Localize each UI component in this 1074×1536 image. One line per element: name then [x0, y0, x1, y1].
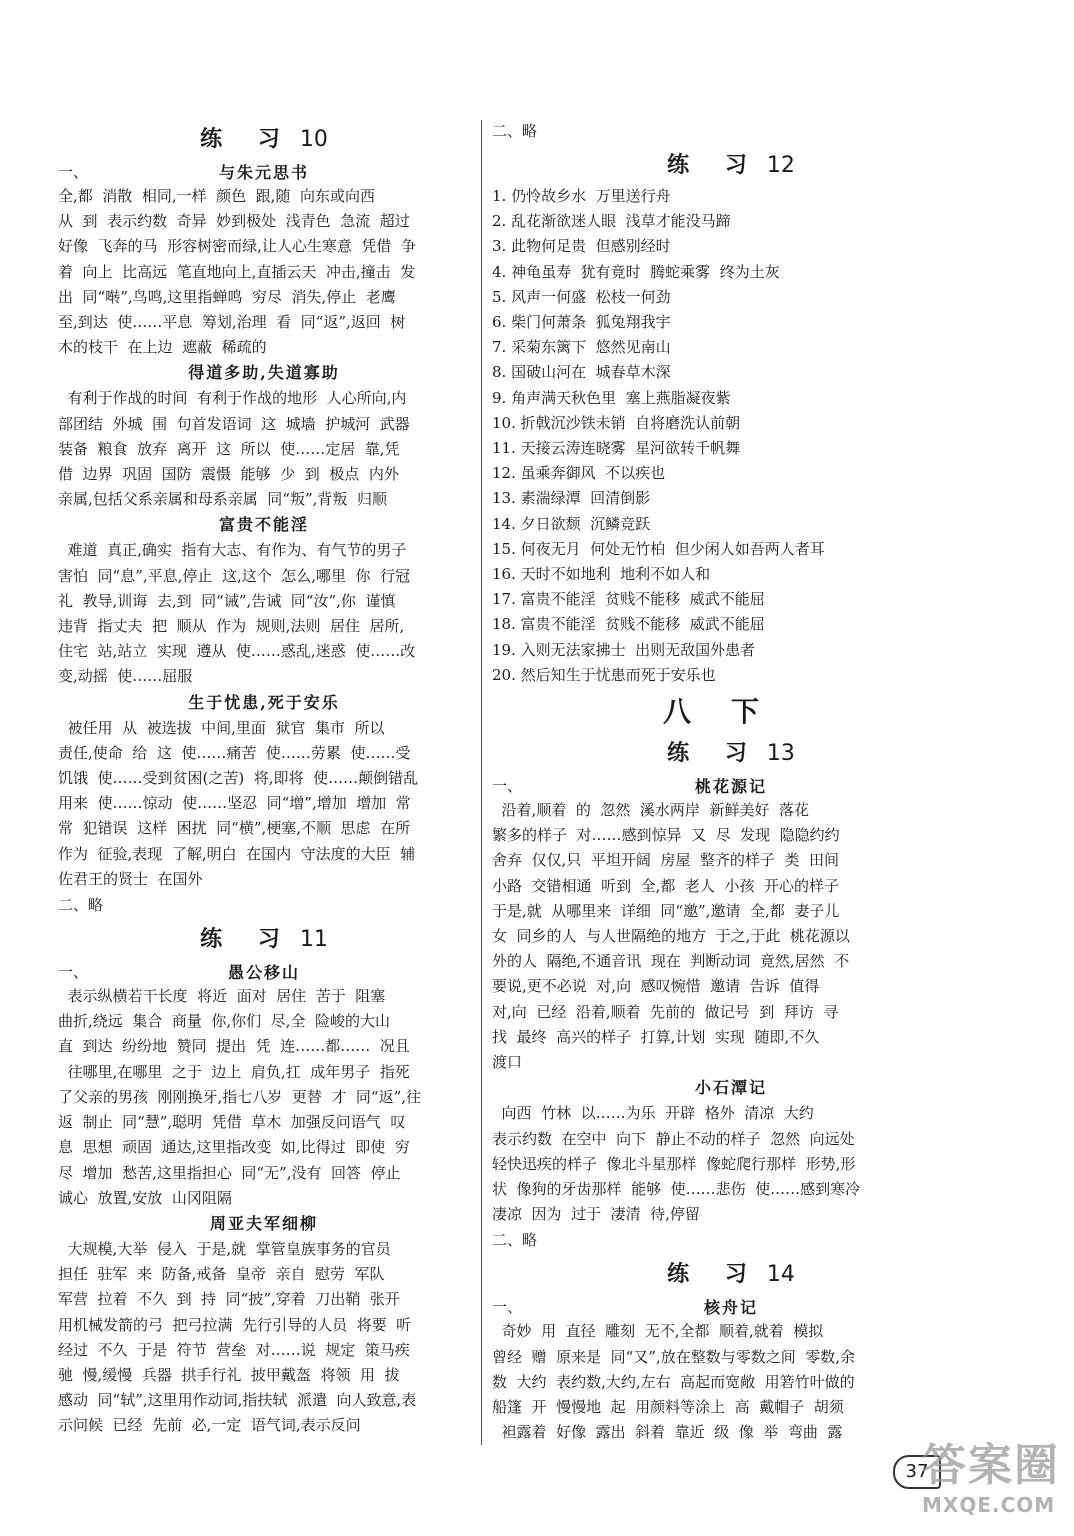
part-label: 一、 — [58, 962, 89, 981]
exercise-12-heading — [492, 148, 970, 184]
answer-line: 至,到达 使……平息 筹划,治理 看 同“返”,返回 树 — [58, 313, 406, 332]
answer-line: 繁多的样子 对……感到惊异 又 尽 发现 隐隐约约 — [492, 826, 840, 845]
list-item: 17. 富贵不能淫 贫贱不能移 威武不能屈 — [492, 590, 765, 609]
answer-line: 难道 真正,确实 指有大志、有作为、有气节的男子 — [58, 541, 407, 560]
section-title: 小石潭记 — [694, 1078, 767, 1098]
answer-line: 全,都 消散 相同,一样 颜色 跟,随 向东或向西 — [58, 187, 375, 205]
answer-line: 责任,使命 给 这 使……痛苦 使……劳累 使……受 — [58, 743, 411, 762]
list-item: 9. 角声满天秋色里 塞上燕脂凝夜紫 — [492, 388, 731, 407]
answer-line: 于是,就 从哪里来 详细 同“邀”,邀请 全,都 妻子儿 — [492, 901, 840, 920]
page-number: 37 — [893, 1455, 941, 1489]
answer-line: 凄凉 因为 过于 凄清 待,停留 — [492, 1205, 700, 1224]
answer-line: 曲折,绕远 集合 商量 你,你们 尽,全 险峻的大山 — [58, 1012, 390, 1031]
answer-line: 被任用 从 被选拔 中间,里面 狱官 集市 所以 — [58, 718, 385, 737]
answer-line: 借 边界 巩固 国防 震慑 能够 少 到 极点 内外 — [58, 465, 399, 484]
answer-line: 礼 教导,训诲 去,到 同“诫”,告诫 同“汝”,你 谨慎 — [58, 591, 396, 610]
heading-title: 练 习 — [200, 127, 294, 152]
answer-block-zhou-yafu — [58, 1237, 470, 1439]
column-divider — [481, 120, 482, 1445]
answer-line: 作为 征验,表现 了解,明白 在国内 守法度的大臣 辅 — [58, 844, 416, 863]
list-item: 12. 虽乘奔御风 不以疾也 — [492, 464, 666, 483]
answer-line: 对,向 已经 沿着,顺着 先前的 做记号 到 拜访 寻 — [492, 1002, 839, 1021]
answer-line: 有利于作战的时间 有利于作战的地形 人心所向,内 — [58, 389, 407, 408]
answer-line: 饥饿 使……受到贫困(之苦) 将,即将 使……颠倒错乱 — [58, 769, 419, 788]
poem-answers-list — [492, 184, 970, 688]
list-item: 6. 柴门何萧条 狐兔翔我宇 — [492, 313, 671, 332]
list-item: 16. 天时不如地利 地利不如人和 — [492, 565, 711, 584]
list-item: 10. 折戟沉沙铁未销 自将磨洗认前朝 — [492, 413, 741, 432]
section-row — [492, 772, 970, 798]
answer-line: 驰 慢,缓慢 兵器 拱手行礼 披甲戴盔 将领 用 拔 — [58, 1365, 400, 1384]
list-item: 5. 风声一何盛 松枝一何劲 — [492, 287, 671, 306]
site-watermark — [922, 1440, 1067, 1534]
list-item: 20. 然后知生于忧患而死于安乐也 — [492, 665, 716, 684]
heading-title: 练 习 — [667, 153, 761, 178]
part-label: 一、 — [492, 1297, 523, 1316]
answer-line: 诚心 放置,安放 山冈阻隔 — [58, 1188, 232, 1207]
answer-line: 常 犯错误 这样 困扰 同“横”,梗塞,不顺 思虑 在所 — [58, 819, 411, 838]
answer-line: 往哪里,在哪里 之于 边上 肩负,扛 成年男子 指死 — [58, 1062, 410, 1081]
answer-line: 用来 使……惊动 使……坚忍 同“增”,增加 增加 常 — [58, 794, 411, 813]
heading-number: 12 — [766, 153, 795, 178]
heading-number: 14 — [766, 1262, 795, 1288]
section-row — [58, 958, 470, 984]
answer-line: 要说,更不必说 对,向 感叹惋惜 邀请 告诉 值得 — [492, 977, 820, 996]
answer-line: 向西 竹林 以……为乐 开辟 格外 清凉 大约 — [492, 1104, 814, 1123]
list-item: 1. 仍怜故乡水 万里送行舟 — [492, 187, 671, 205]
answer-line: 经过 不久 于是 符节 营垒 对……说 规定 策马疾 — [58, 1340, 410, 1359]
part-two-note: 二、略 — [492, 1231, 538, 1250]
answer-line: 尽 增加 愁苦,这里指担心 同“无”,没有 回答 停止 — [58, 1163, 401, 1182]
list-item: 7. 采菊东篱下 悠然见南山 — [492, 338, 671, 357]
answer-block-yugong-yishan — [58, 984, 470, 1211]
answer-line: 奇妙 用 直径 雕刻 无不,全都 顺着,就着 模拟 — [492, 1322, 824, 1341]
answer-line: 数 大约 表约数,大约,左右 高起而宽敞 用箬竹叶做的 — [492, 1372, 855, 1391]
section-title: 与朱元思书 — [218, 162, 309, 182]
answer-line: 息 思想 顽固 通达,这里指改变 如,比得过 即使 穷 — [58, 1138, 410, 1157]
answer-line: 担任 驻军 来 防备,戒备 皇帝 亲自 慰劳 军队 — [58, 1265, 385, 1284]
list-item: 11. 天接云涛连晓雾 星河欲转千帆舞 — [492, 439, 741, 458]
part-two-note: 二、略 — [492, 122, 538, 140]
answer-line: 渡口 — [492, 1053, 523, 1072]
section-title: 愚公移山 — [227, 962, 300, 982]
answer-line: 用机械发箭的弓 把弓拉满 先行引导的人员 将要 听 — [58, 1315, 412, 1334]
answer-line: 大规模,大举 侵入 于是,就 掌管皇族事务的官员 — [58, 1239, 391, 1258]
section-title: 生于忧患,死于安乐 — [188, 692, 340, 712]
answer-block-xiaoshitan-ji — [492, 1101, 970, 1227]
section-title: 核舟记 — [703, 1297, 758, 1317]
answer-line: 军营 拉着 不久 到 持 同“披”,穿着 刀出鞘 张开 — [58, 1290, 400, 1309]
exercise-14-heading — [492, 1257, 970, 1293]
heading-number: 11 — [299, 927, 328, 953]
right-column — [492, 118, 970, 1445]
watermark-domain: MXQE.COM — [922, 1493, 1056, 1517]
section-title: 富贵不能淫 — [218, 515, 309, 535]
heading-title: 练 习 — [667, 741, 761, 767]
answer-line: 找 最终 高兴的样子 打算,计划 实现 随即,不久 — [492, 1027, 820, 1046]
answer-block-hezhou-ji — [492, 1319, 970, 1445]
answer-line: 返 制止 同“慧”,聪明 凭借 草木 加强反问语气 叹 — [58, 1113, 406, 1132]
left-column — [58, 118, 470, 1439]
answer-line: 出 同“啭”,鸟鸣,这里指蝉鸣 穷尽 消失,停止 老鹰 — [58, 287, 396, 306]
answer-line: 状 像狗的牙齿那样 能够 使……悲伤 使……感到寒冷 — [492, 1179, 861, 1198]
answer-line: 从 到 表示约数 奇异 妙到极处 浅青色 急流 超过 — [58, 212, 410, 231]
answer-line: 舍弃 仅仅,只 平坦开阔 房屋 整齐的样子 类 田间 — [492, 851, 839, 870]
watermark-logo-text: 答案圈 — [922, 1440, 1060, 1491]
answer-block-shengyu-youhuan — [58, 716, 470, 892]
grade-heading: 八下 — [662, 695, 799, 729]
answer-line: 好像 飞奔的马 形容树密而绿,让人心生寒意 凭借 争 — [58, 237, 416, 256]
answer-line: 女 同乡的人 与人世隔绝的地方 于之,于此 桃花源以 — [492, 927, 850, 946]
answer-line: 示问候 已经 先前 必,一定 语气词,表示反问 — [58, 1416, 361, 1435]
answer-line: 佐君王的贤士 在国外 — [58, 869, 203, 888]
answer-block-yu-zhu-yuansi-shu — [58, 184, 470, 360]
answer-line: 曾经 赠 原来是 同“又”,放在整数与零数之间 零数,余 — [492, 1347, 856, 1366]
answer-block-dedao-duozhu — [58, 386, 470, 512]
answer-line: 住宅 站,站立 实现 遵从 使……惑乱,迷惑 使……改 — [58, 642, 416, 661]
list-item: 4. 神龟虽寿 犹有竟时 腾蛇乘雾 终为土灰 — [492, 262, 780, 281]
list-item: 13. 素湍绿潭 回清倒影 — [492, 489, 651, 508]
answer-line: 装备 粮食 放弃 离开 这 所以 使……定居 靠,凭 — [58, 439, 400, 458]
answer-line: 了父亲的男孩 刚刚换牙,指七八岁 更替 才 同“返”,往 — [58, 1087, 422, 1106]
heading-number: 13 — [766, 741, 795, 767]
answer-line: 表示约数 在空中 向下 静止不动的样子 忽然 向远处 — [492, 1129, 855, 1148]
answer-line: 外的人 隔绝,不通音讯 现在 判断动词 竟然,居然 不 — [492, 952, 850, 971]
section-title: 周亚夫军细柳 — [209, 1213, 318, 1233]
section-row — [58, 158, 470, 184]
answer-block-taohuayuan-ji — [492, 798, 970, 1075]
answer-line: 木的枝干 在上边 遮蔽 稀疏的 — [58, 338, 267, 357]
answer-line: 表示纵横若干长度 将近 面对 居住 苦于 阻塞 — [58, 987, 386, 1006]
list-item: 18. 富贵不能淫 贫贱不能移 威武不能屈 — [492, 615, 765, 634]
list-item: 15. 何夜无月 何处无竹柏 但少闲人如吾两人者耳 — [492, 539, 825, 558]
answer-line: 变,动摇 使……屈服 — [58, 667, 193, 686]
exercise-10-heading — [58, 122, 470, 158]
answer-line: 部团结 外城 围 句首发语词 这 城墙 护城河 武器 — [58, 414, 410, 433]
answer-block-fugui-buneng-yin — [58, 538, 470, 689]
heading-title: 练 习 — [200, 927, 294, 953]
part-label: 一、 — [58, 162, 89, 181]
answer-line: 船篷 开 慢慢地 起 用颜料等涂上 高 戴帽子 胡须 — [492, 1397, 844, 1416]
section-title: 桃花源记 — [694, 776, 767, 796]
part-two-note: 二、略 — [58, 896, 104, 915]
section-row — [492, 1293, 970, 1319]
answer-line: 直 到达 纷纷地 赞同 提出 凭 连……都…… 况且 — [58, 1037, 410, 1056]
answer-line: 着 向上 比高远 笔直地向上,直插云天 冲击,撞击 发 — [58, 262, 416, 281]
list-item: 19. 入则无法家拂士 出则无敌国外患者 — [492, 640, 756, 659]
answer-line: 小路 交错相通 听到 全,都 老人 小孩 开心的样子 — [492, 876, 839, 895]
answer-line: 沿着,顺着 的 忽然 溪水两岸 新鲜美好 落花 — [492, 801, 809, 820]
list-item: 14. 夕日欲颓 沉鳞竞跃 — [492, 514, 651, 533]
answer-line: 害怕 同“息”,平息,停止 这,这个 怎么,哪里 你 行冠 — [58, 566, 411, 585]
exercise-11-heading — [58, 922, 470, 958]
list-item: 2. 乱花渐欲迷人眼 浅草才能没马蹄 — [492, 212, 731, 231]
part-label: 一、 — [492, 776, 523, 795]
section-title: 得道多助,失道寡助 — [188, 363, 340, 383]
list-item: 8. 国破山河在 城春草木深 — [492, 363, 671, 382]
heading-number: 10 — [299, 127, 328, 152]
answer-line: 违背 指丈夫 把 顺从 作为 规则,法则 居住 居所, — [58, 617, 405, 636]
answer-line: 亲属,包括父系亲属和母系亲属 同“叛”,背叛 归顺 — [58, 490, 387, 509]
answer-line: 轻快迅疾的样子 像北斗星那样 像蛇爬行那样 形势,形 — [492, 1154, 856, 1173]
exercise-13-heading — [492, 736, 970, 772]
answer-line: 袒露着 好像 露出 斜着 靠近 级 像 举 弯曲 露 — [492, 1423, 843, 1442]
answer-line: 感动 同“轼”,这里用作动词,指扶轼 派遣 向人致意,表 — [58, 1391, 417, 1410]
list-item: 3. 此物何足贵 但感别经时 — [492, 237, 671, 256]
heading-title: 练 习 — [667, 1262, 761, 1288]
